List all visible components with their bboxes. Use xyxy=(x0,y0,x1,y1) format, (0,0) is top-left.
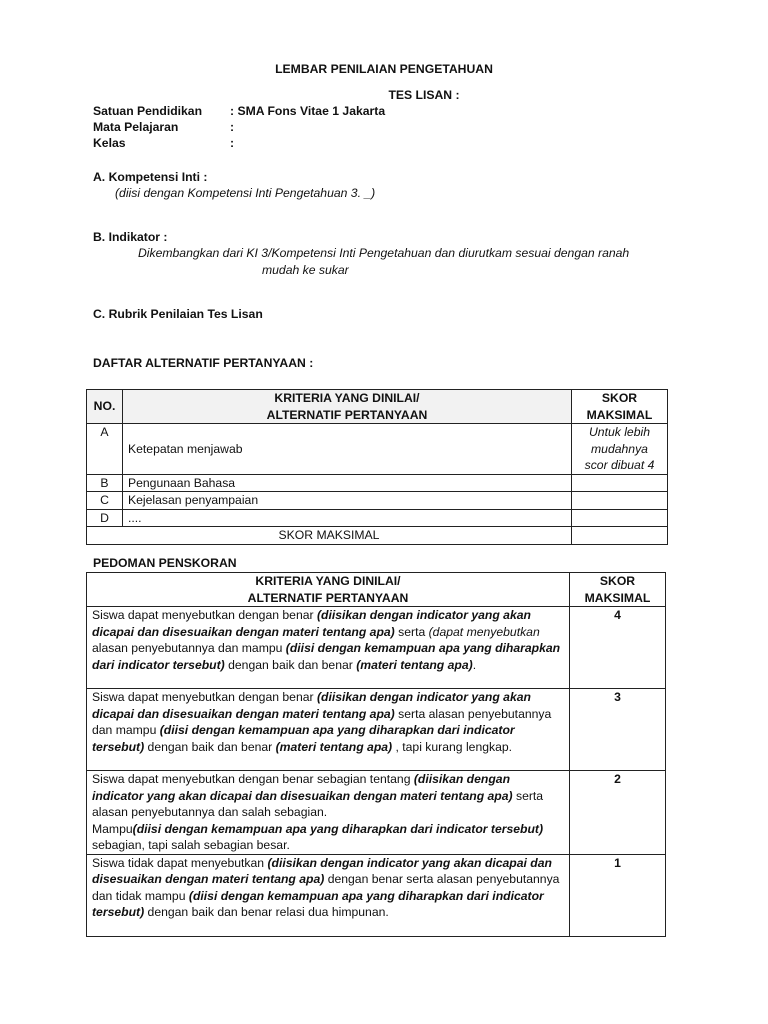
criteria-text: (diisikan dengan indicator yang akan dicapai dan disesuaikan dengan materi tentang apa) xyxy=(92,608,531,639)
criteria-text: . xyxy=(472,657,477,672)
criteria-text: (diisikan dengan indicator yang akan dicapai dan disesuaikan dengan materi tentang apa) xyxy=(92,772,513,803)
row-kriteria: .... xyxy=(123,509,572,527)
criteria-text: Mampu xyxy=(92,821,133,836)
row-skor xyxy=(572,492,668,510)
criteria-text: (materi tentang apa) xyxy=(356,657,473,672)
table-header-row xyxy=(87,390,668,424)
criteria-text: , tapi kurang lengkap. xyxy=(392,739,513,754)
row-kriteria xyxy=(87,607,570,689)
row-kriteria: Ketepatan menjawab xyxy=(123,424,572,475)
criteria-text: (diisi dengan kemampuan apa yang diharapkan dari indicator tersebut) xyxy=(92,888,544,919)
total-label: SKOR MAKSIMAL xyxy=(87,527,572,545)
table-row xyxy=(87,607,666,689)
criteria-text: (diisikan dengan indicator yang akan dicapai dan disesuaikan dengan materi tentang apa) xyxy=(92,690,531,721)
header-line: ALTERNATIF PERTANYAAN xyxy=(266,407,428,422)
criteria-text: serta alasan penyebutannya dan salah sebagian. xyxy=(92,788,544,819)
criteria-text: Siswa dapat menyebutkan dengan benar xyxy=(92,608,317,622)
skor-line: mudahnya xyxy=(591,441,648,456)
table-row xyxy=(87,492,668,510)
total-skor xyxy=(572,527,668,545)
row-skor: 1 xyxy=(570,854,666,936)
criteria-text: Siswa dapat menyebutkan dengan benar sebagian tentang xyxy=(92,772,414,786)
row-skor: 3 xyxy=(570,689,666,771)
document-title: LEMBAR PENILAIAN PENGETAHUAN xyxy=(275,62,493,76)
info-label: Satuan Pendidikan xyxy=(93,104,203,118)
info-value: : xyxy=(230,136,235,150)
criteria-text: Siswa dapat menyebutkan dengan benar xyxy=(92,690,317,704)
table-row xyxy=(87,854,666,936)
table-row xyxy=(87,689,666,771)
criteria-text: serta alasan penyebutannya dan mampu xyxy=(92,706,552,737)
criteria-text: (materi tentang apa) xyxy=(275,739,393,754)
criteria-text: (diisi dengan kemampuan apa yang diharapkan dari indicator tersebut) xyxy=(92,641,561,672)
document-subtitle: TES LISAN : xyxy=(388,88,460,102)
row-kriteria xyxy=(87,689,570,771)
section-a-text: (diisi dengan Kompetensi Inti Pengetahuan 3. _) xyxy=(115,186,376,200)
info-label: Mata Pelajaran xyxy=(93,120,179,134)
criteria-text: Siswa tidak dapat menyebutkan xyxy=(92,855,268,870)
criteria-text: serta xyxy=(394,624,429,639)
row-kriteria xyxy=(87,854,570,936)
criteria-text: sebagian, tapi salah sebagian besar. xyxy=(92,838,290,852)
table-row xyxy=(87,771,666,855)
skor-line: scor dibuat 4 xyxy=(584,458,655,472)
row-kriteria xyxy=(87,771,570,855)
criteria-text: dengan baik dan benar relasi dua himpunan. xyxy=(144,905,389,919)
row-skor xyxy=(572,424,668,475)
criteria-text: dengan benar serta alasan penyebutannya dan tidak mampu xyxy=(92,872,560,903)
table-header-row xyxy=(87,573,666,607)
header-kriteria xyxy=(123,390,572,424)
daftar-table xyxy=(86,389,668,545)
row-skor xyxy=(572,509,668,527)
header-line: SKOR xyxy=(601,391,638,405)
section-b-heading: B. Indikator : xyxy=(93,230,168,244)
row-no: D xyxy=(87,509,123,527)
header-line: SKOR xyxy=(599,574,636,588)
header-line: ALTERNATIF PERTANYAAN xyxy=(247,590,409,605)
section-b-text: Dikembangkan dari KI 3/Kompetensi Inti Pengetahuan dan diurutkam sesuai dengan ranah xyxy=(138,246,630,260)
row-skor: 2 xyxy=(570,771,666,855)
criteria-text: dengan baik dan benar xyxy=(144,739,276,754)
row-no: B xyxy=(87,474,123,492)
total-row xyxy=(87,527,668,545)
table-row xyxy=(87,474,668,492)
criteria-text: (diisi dengan kemampuan apa yang diharapkan dari indicator tersebut) xyxy=(92,723,515,754)
table-row xyxy=(87,424,668,475)
criteria-text: (diisi dengan kemampuan apa yang diharapkan dari indicator tersebut) xyxy=(132,821,544,836)
row-skor: 4 xyxy=(570,607,666,689)
info-value: : xyxy=(230,120,235,134)
section-c-heading: C. Rubrik Penilaian Tes Lisan xyxy=(93,307,263,321)
criteria-text: alasan penyebutannya dan mampu xyxy=(92,641,286,655)
header-line: KRITERIA YANG DINILAI/ xyxy=(274,391,420,405)
header-line: KRITERIA YANG DINILAI/ xyxy=(255,574,401,588)
criteria-text: (diisikan dengan indicator yang akan dicapai dan disesuaikan dengan materi tentang apa) xyxy=(92,855,552,886)
section-a-heading: A. Kompetensi Inti : xyxy=(93,170,208,184)
pedoman-table xyxy=(86,572,666,937)
row-kriteria: Kejelasan penyampaian xyxy=(123,492,572,510)
header-line: MAKSIMAL xyxy=(586,407,653,422)
daftar-heading: DAFTAR ALTERNATIF PERTANYAAN : xyxy=(93,356,314,370)
header-skor xyxy=(570,573,666,607)
row-kriteria: Pengunaan Bahasa xyxy=(123,474,572,492)
criteria-text: (dapat menyebutkan xyxy=(428,624,540,639)
header-skor xyxy=(572,390,668,424)
header-kriteria xyxy=(87,573,570,607)
row-no: C xyxy=(87,492,123,510)
pedoman-heading: PEDOMAN PENSKORAN xyxy=(93,556,237,570)
section-b-text: mudah ke sukar xyxy=(262,263,349,277)
info-label: Kelas xyxy=(93,136,126,150)
table-row xyxy=(87,509,668,527)
header-no: NO. xyxy=(87,390,123,424)
skor-line: Untuk lebih xyxy=(589,425,650,439)
info-value: : SMA Fons Vitae 1 Jakarta xyxy=(230,104,386,118)
row-no: A xyxy=(87,424,123,475)
row-skor xyxy=(572,474,668,492)
criteria-text: dengan baik dan benar xyxy=(224,657,357,672)
header-line: MAKSIMAL xyxy=(584,590,651,605)
